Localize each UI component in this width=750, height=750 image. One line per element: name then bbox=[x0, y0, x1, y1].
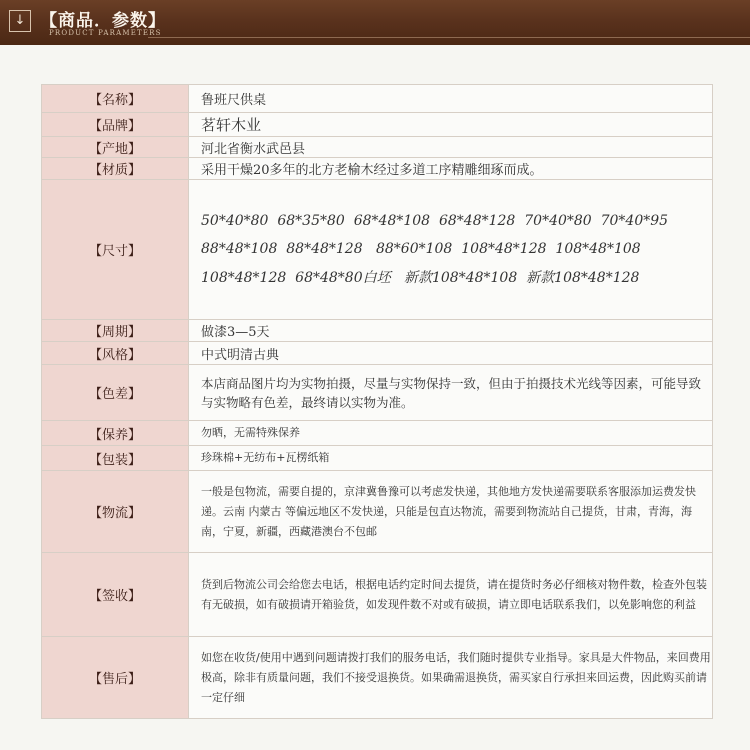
table-row bbox=[42, 113, 713, 137]
row-value-care: 勿晒，无需特殊保养 bbox=[189, 421, 713, 446]
row-label-period: 【周期】 bbox=[42, 320, 189, 342]
row-label-size: 【尺寸】 bbox=[42, 180, 189, 320]
row-value-packing: 珍珠棉+无纺布+瓦楞纸箱 bbox=[189, 446, 713, 471]
table-row bbox=[42, 471, 713, 553]
row-label-origin: 【产地】 bbox=[42, 137, 189, 158]
table-row bbox=[42, 137, 713, 158]
row-label-aftersale: 【售后】 bbox=[42, 637, 189, 719]
row-label-care: 【保养】 bbox=[42, 421, 189, 446]
table-row bbox=[42, 342, 713, 365]
row-value-receipt: 货到后物流公司会给您去电话，根据电话约定时间去提货，请在提货时务必仔细核对物件数，检查外包装有无破损，如有破损请开箱验货，如发现件数不对或有破损，请立即电话联系我们，以免影响您的利益 bbox=[189, 553, 713, 637]
row-label-name: 【名称】 bbox=[42, 85, 189, 113]
table-row bbox=[42, 320, 713, 342]
size-line: 88*48*108 88*48*128 88*60*108 108*48*128 108*48*108 bbox=[201, 241, 641, 258]
size-line: 50*40*80 68*35*80 68*48*108 68*48*128 70*40*80 70*40*95 bbox=[201, 212, 669, 229]
table-row bbox=[42, 637, 713, 719]
row-value-color: 本店商品图片均为实物拍摄，尽量与实物保持一致，但由于拍摄技术光线等因素，可能导致与实物略有色差，最终请以实物为准。 bbox=[189, 365, 713, 421]
table-row bbox=[42, 553, 713, 637]
row-label-material: 【材质】 bbox=[42, 158, 189, 180]
row-value-brand: 茗轩木业 bbox=[189, 113, 713, 137]
table-row bbox=[42, 365, 713, 421]
row-value-aftersale: 如您在收货/使用中遇到问题请拨打我们的服务电话，我们随时提供专业指导。家具是大件物品，来回费用极高，除非有质量问题，我们不接受退换货。如果确需退换货，需买家自行承担来回运费，因此购买前请一定仔细 bbox=[189, 637, 713, 719]
row-value-origin: 河北省衡水武邑县 bbox=[189, 137, 713, 158]
row-label-packing: 【包装】 bbox=[42, 446, 189, 471]
table-row bbox=[42, 421, 713, 446]
divider bbox=[148, 37, 750, 38]
row-label-color: 【色差】 bbox=[42, 365, 189, 421]
row-value-name: 鲁班尺供桌 bbox=[189, 85, 713, 113]
table-row bbox=[42, 446, 713, 471]
params-table bbox=[41, 84, 713, 719]
section-subtitle: PRODUCT PARAMETERS bbox=[49, 29, 162, 37]
row-label-receipt: 【签收】 bbox=[42, 553, 189, 637]
row-label-logistics: 【物流】 bbox=[42, 471, 189, 553]
section-title: 【商品．参数】 bbox=[40, 11, 166, 31]
arrow-down-icon: ↓ bbox=[9, 10, 31, 32]
row-value-logistics: 一般是包物流，需要自提的，京津冀鲁豫可以考虑发快递，其他地方发快递需要联系客服添加运费发快递。云南 内蒙古 等偏远地区不发快递，只能是包直达物流，需要到物流站自己提货，甘肃，青海，海南，宁夏，新疆，西藏港澳台不包邮 bbox=[189, 471, 713, 553]
size-line: 108*48*128 68*48*80白坯 新款108*48*108 新款108*48*128 bbox=[201, 269, 640, 286]
table-row bbox=[42, 180, 713, 320]
header-banner bbox=[0, 0, 750, 45]
row-value-size bbox=[189, 180, 713, 320]
row-label-brand: 【品牌】 bbox=[42, 113, 189, 137]
table-row bbox=[42, 85, 713, 113]
row-value-period: 做漆3—5天 bbox=[189, 320, 713, 342]
row-value-style: 中式明清古典 bbox=[189, 342, 713, 365]
row-value-material: 采用干燥20多年的北方老榆木经过多道工序精雕细琢而成。 bbox=[189, 158, 713, 180]
row-label-style: 【风格】 bbox=[42, 342, 189, 365]
table-row bbox=[42, 158, 713, 180]
